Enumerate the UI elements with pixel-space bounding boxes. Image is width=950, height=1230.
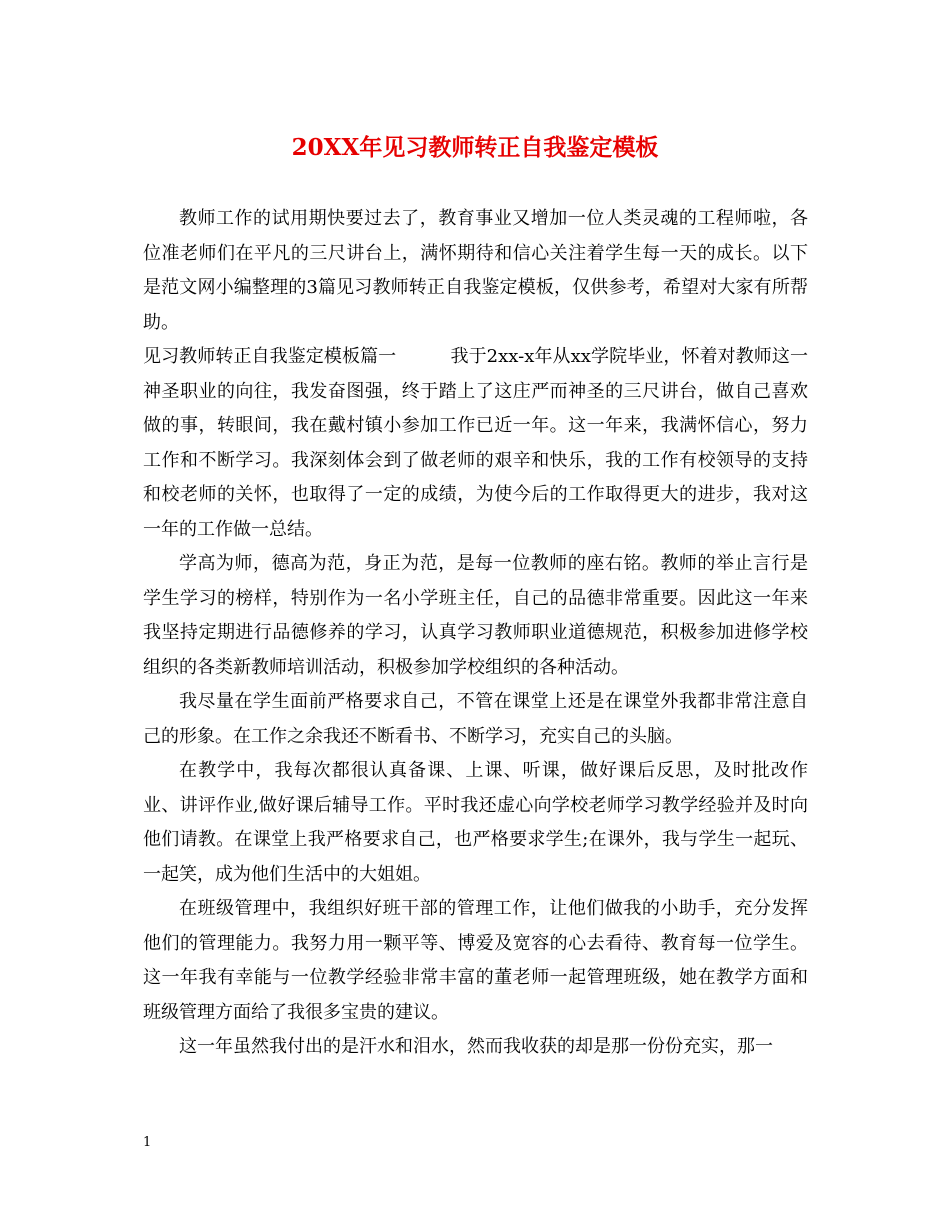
paragraph-section-heading: 见习教师转正自我鉴定模板篇一 我于2xx-x年从xx学院毕业，怀着对教师这一神圣职业的向往，我发奋图强，终于踏上了这庄严而神圣的三尺讲台，做自己喜欢做的事，转眼间，我在戴村镇小参加工作已近一年。这一年来，我满怀信心，努力工作和不断学习。我深刻体会到了做老师的艰辛和快乐，我的工作有校领导的支持和校老师的关怀，也取得了一定的成绩，为使今后的工作取得更大的进步，我对这一年的工作做一总结。 <box>143 346 808 540</box>
page-number: 1 <box>143 1135 152 1150</box>
document-body <box>143 202 808 1065</box>
paragraph-morality: 学高为师，德高为范，身正为范，是每一位教师的座右铭。教师的举止言行是学生学习的榜样，特别作为一名小学班主任，自己的品德非常重要。因此这一年来我坚持定期进行品德修养的学习，认真学习教师职业道德规范，积极参加进修学校组织的各类新教师培训活动，积极参加学校组织的各种活动。 <box>143 553 808 678</box>
paragraph-intro: 教师工作的试用期快要过去了，教育事业又增加一位人类灵魂的工程师啦，各位准老师们在平凡的三尺讲台上，满怀期待和信心关注着学生每一天的成长。以下是范文网小编整理的3篇见习教师转正自我鉴定模板，仅供参考，希望对大家有所帮助。 <box>143 208 808 333</box>
paragraph-self-discipline: 我尽量在学生面前严格要求自己，不管在课堂上还是在课堂外我都非常注意自己的形象。在工作之余我还不断看书、不断学习，充实自己的头脑。 <box>143 691 808 747</box>
paragraph-teaching: 在教学中，我每次都很认真备课、上课、听课，做好课后反思，及时批改作业、讲评作业,做好课后辅导工作。平时我还虚心向学校老师学习教学经验并及时向他们请教。在课堂上我严格要求自己，也严格要求学生;在课外，我与学生一起玩、一起笑，成为他们生活中的大姐姐。 <box>143 760 808 885</box>
document-title: 20XX年见习教师转正自我鉴定模板 <box>291 134 659 161</box>
paragraph-class-management: 在班级管理中，我组织好班干部的管理工作，让他们做我的小助手，充分发挥他们的管理能力。我努力用一颗平等、博爱及宽容的心去看待、教育每一位学生。这一年我有幸能与一位教学经验非常丰富的董老师一起管理班级，她在教学方面和班级管理方面给了我很多宝贵的建议。 <box>143 898 808 1023</box>
paragraph-reflection: 这一年虽然我付出的是汗水和泪水，然而我收获的却是那一份份充实，那一 <box>179 1036 773 1057</box>
